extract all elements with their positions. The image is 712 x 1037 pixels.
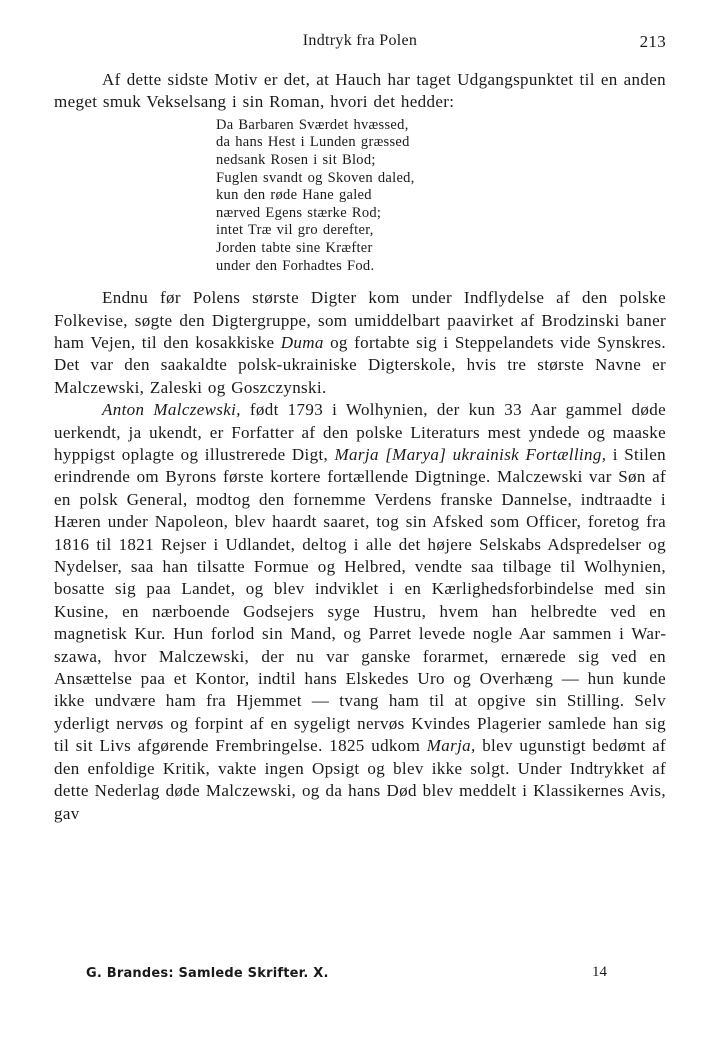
author-name: Anton Malczewski, — [102, 400, 241, 420]
poem-line: intet Træ vil gro derefter, — [216, 222, 374, 239]
page-footer — [86, 966, 646, 986]
poem-line: Da Barbaren Sværdet hvæssed, — [216, 116, 409, 133]
poem-line: Jorden tabte sine Kræfter — [216, 239, 373, 256]
paragraph-text: blev ugunstigt bedømt af den enfoldige Kritik, vakte ingen Opsigt og blev ikke solgt. Under Indtrykket af dette Nederlag døde Malczewski, og da hans Død blev meddelt i Klassikernes Avis, gav — [54, 736, 666, 823]
page-number: 213 — [639, 32, 666, 51]
work-title-short: Marja, — [426, 736, 476, 756]
poem-line: kun den røde Hane galed — [216, 187, 372, 204]
poem-line: under den Forhadtes Fod. — [216, 257, 375, 274]
paragraph-text: født 1793 i Wolhynien, der kun 33 Aar gammel døde uerkendt, ja ukendt, er Forfatter af den polske Literaturs mest yndede og maaske hyppigst oplagte og illustrerede Digt, — [54, 400, 666, 464]
paragraph-text: i Stilen erindrende om Byrons første kortere fortællende Digtninge. Malczewski var Søn af en polsk General, modtog den fornemme Verdens franske Dannelse, indtraadte i Hæren under Napoleon, blev haardt saaret, tog sin Afsked som Officer, foretog fra 1816 til 1821 Rejser i Udlandet, deltog i alle det højere Selskabs Adspredelser og Nydelser, saa han tilsatte Formue og Helbred, vendte saa tilbage til Wolhynien, bosatte sig paa Landet, og blev indviklet i en Kærlighedsforbindelse med sin Kusine, en nærboende Godsejers syge Hustru, hvem han helbredte ved en magnetisk Kur. Hun forlod sin Mand, og Parret levede nogle Aar sammen i Warszawa, hvor Malczewski, der nu var ganske forarmet, ernærede sig ved en Ansættelse paa et Kontor, indtil hans Elskedes Uro og Overhæng — hun kunde ikke undvære ham fra Hjemmet — tvang ham til at opgive sin Stilling. Selv yderligt nervøs og forpint af en sygeligt nervøs Kvindes Plagerier samlede han sig til sit Livs afgørende Frembringelse. 1825 udkom — [54, 445, 666, 756]
intro-paragraph: Af dette sidste Motiv er det, at Hauch har taget Udgangspunktet til en anden meget smuk Vekselsang i sin Roman, hvori det hedder: — [54, 70, 666, 112]
poem-line: nedsank Rosen i sit Blod; — [216, 152, 376, 168]
footer-signature: G. Brandes: Samlede Skrifter. X. — [86, 966, 329, 981]
running-title: Indtryk fra Polen — [302, 32, 418, 49]
work-title: Marja [Marya] ukrainisk Fortælling, — [334, 445, 607, 464]
book-page — [54, 0, 666, 1037]
paragraph-polish-school — [54, 287, 666, 399]
poem-line: nærved Egens stærke Rod; — [216, 204, 382, 221]
poem-line: da hans Hest i Lunden græssed — [216, 134, 410, 151]
running-head — [54, 32, 666, 54]
term-duma: Duma — [280, 332, 324, 352]
poem-line: Fuglen svandt og Skoven daled, — [216, 169, 415, 186]
paragraph-text: Endnu før Polens største Digter kom under Indflydelse af den polske Folkevise, søgte den Digtergruppe, som umiddelbart paavirket af Brodzinski baner ham Vejen, til den kosakkiske — [54, 288, 666, 352]
paragraph-malczewski — [54, 399, 666, 825]
poem-block — [216, 117, 666, 275]
footer-sheet-number: 14 — [592, 964, 607, 980]
paragraph-text: og fortabte sig i Steppelandets vide Synskres. Det var den saakaldte polsk-ukrainiske Digterskole, hvis tre største Navne er Malczewski, Zaleski og Goszczynski. — [54, 332, 666, 397]
body-text — [54, 69, 666, 825]
